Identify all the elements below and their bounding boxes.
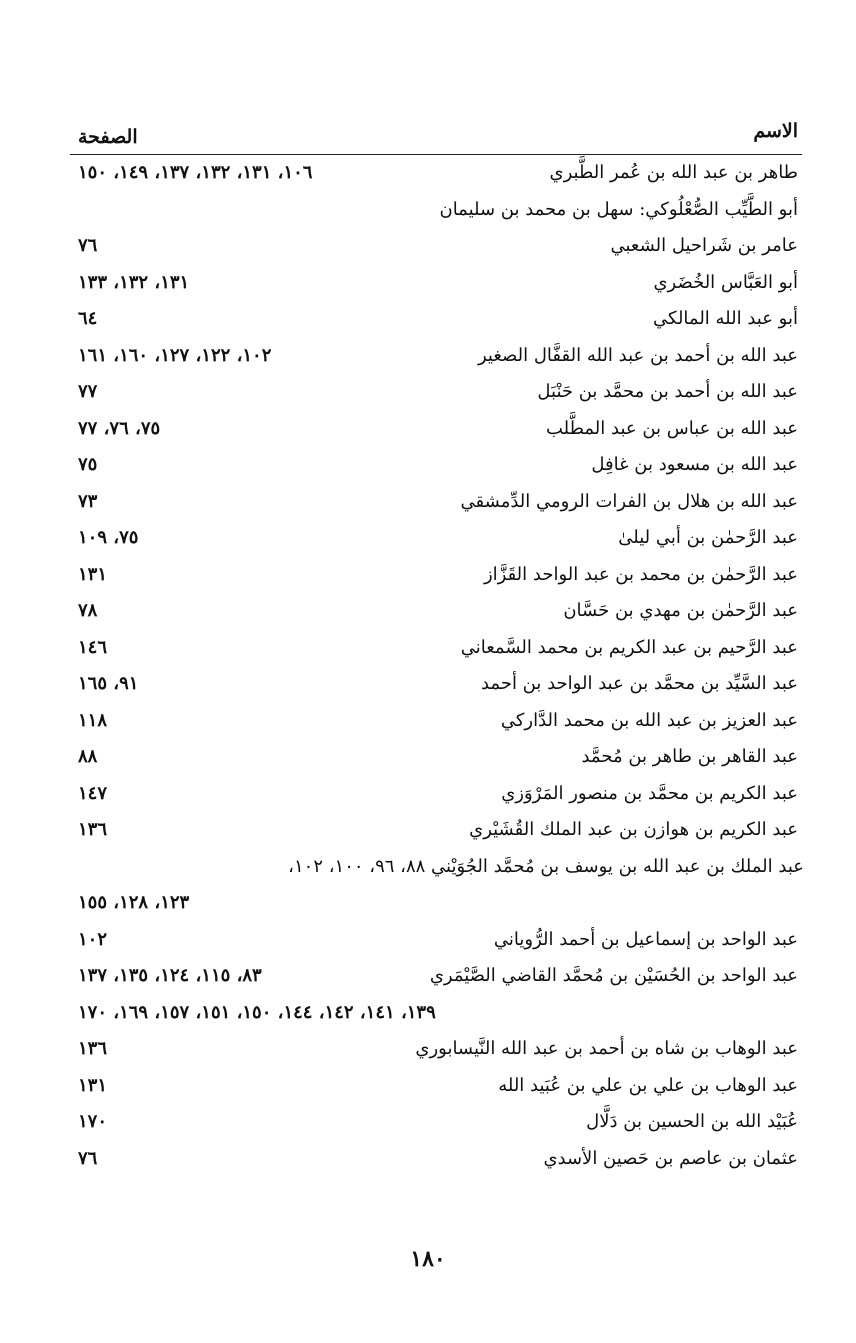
- entry-pages: ١٤٦: [78, 636, 108, 658]
- entry-name: عبد الله بن عباس بن عبد المطَّلب: [545, 417, 798, 439]
- index-entry: [70, 849, 802, 886]
- index-entry: [70, 484, 802, 521]
- entry-name: عبد الوهاب بن علي بن علي بن عُبَيد الله: [498, 1074, 798, 1096]
- index-entry: [70, 265, 802, 302]
- index-entry: [70, 1068, 802, 1105]
- entry-pages: ١٣٩، ١٤١، ١٤٢، ١٤٤، ١٥٠، ١٥١، ١٥٧، ١٦٩، ١٧٠: [78, 1001, 436, 1023]
- entry-name: عبد الملك بن عبد الله بن يوسف بن مُحمَّد الجُوَيْني ٨٨، ٩٦، ١٠٠، ١٠٢،: [288, 855, 804, 877]
- entry-pages: ٧٣: [78, 490, 98, 512]
- entry-pages: ٧٧: [78, 381, 98, 402]
- index-entry: [70, 1104, 802, 1141]
- entry-pages: ١٧٠: [78, 1111, 108, 1132]
- entry-name: عبد السَّيِّد بن محمَّد بن عبد الواحد بن أحمد: [480, 673, 798, 694]
- index-entry: [70, 520, 802, 557]
- entry-pages: ١٣٦: [78, 819, 108, 840]
- index-page: [70, 118, 802, 1177]
- entry-name: عبد الكريم بن محمَّد بن منصور المَرْوَزي: [501, 782, 798, 804]
- index-entry: [70, 593, 802, 630]
- entry-name: عثمان بن عاصم بن حَصين الأسدي: [543, 1147, 798, 1169]
- entry-name: عبد القاهر بن طاهر بن مُحمَّد: [581, 746, 798, 767]
- entry-pages: ١٢٣، ١٢٨، ١٥٥: [78, 892, 190, 913]
- index-entry: [70, 447, 802, 484]
- index-entry: [70, 922, 802, 959]
- entry-pages: ١٣١، ١٣٢، ١٣٣: [78, 271, 190, 293]
- entry-name: عبد الواحد بن إسماعيل بن أحمد الرُّوياني: [493, 928, 798, 950]
- entry-pages: ٨٨: [78, 746, 98, 767]
- index-entry: [70, 374, 802, 411]
- entry-pages: ١١٨: [78, 709, 108, 731]
- entry-pages: ١٠٦، ١٣١، ١٣٢، ١٣٧، ١٤٩، ١٥٠: [78, 162, 313, 183]
- index-entry: [70, 228, 802, 265]
- index-entry: [70, 557, 802, 594]
- entry-pages: ١٣١: [78, 1074, 108, 1096]
- page-number: ١٨٠: [410, 1246, 446, 1272]
- entry-name: عبد الرَّحمٰن بن مهدي بن حَسَّان: [563, 600, 798, 621]
- index-entry: [70, 1141, 802, 1178]
- entry-name: عبد الكريم بن هوازن بن عبد الملك القُشَيْري: [469, 819, 798, 840]
- index-entry: [70, 776, 802, 813]
- entry-name: عبد الواحد بن الحُسَيْن بن مُحمَّد القاضي الصَّيْمَري: [429, 965, 798, 986]
- entry-pages: ١٠٢: [78, 928, 108, 950]
- entry-name: أبو الطَّيِّب الصُّعْلُوكي: سهل بن محمد بن سليمان: [439, 198, 798, 220]
- index-entry: [70, 739, 802, 776]
- name-column-heading: الاسم: [753, 120, 798, 142]
- index-entry: [70, 1031, 802, 1068]
- entry-pages: ٩١، ١٦٥: [78, 673, 139, 694]
- entry-name: عُبَيْد الله بن الحسين بن دَلَّال: [586, 1111, 798, 1132]
- entry-pages: ٧٥: [78, 454, 98, 475]
- index-entry: [70, 958, 802, 995]
- entry-pages: ٧٥، ٧٦، ٧٧: [78, 417, 161, 439]
- index-entry: [70, 192, 802, 229]
- page-column-heading: الصفحة: [78, 126, 138, 148]
- entry-pages: ١٠٢، ١٢٢، ١٢٧، ١٦٠، ١٦١: [78, 344, 272, 366]
- entry-name: عبد الله بن أحمد بن محمَّد بن حَنْبَل: [537, 381, 798, 402]
- entry-pages: ٧٦: [78, 235, 98, 256]
- entry-name: عبد الرَّحمٰن بن أبي ليلىٰ: [618, 527, 798, 548]
- entry-pages: ٦٤: [78, 308, 98, 329]
- index-entry-continuation: [70, 885, 802, 922]
- entry-name: عبد الله بن أحمد بن عبد الله القفَّال الصغير: [477, 344, 798, 366]
- entry-name: عبد الله بن هلال بن الفرات الرومي الدِّمشقي: [460, 490, 798, 512]
- entry-name: عبد الرَّحمٰن بن محمد بن عبد الواحد القَزَّاز: [483, 563, 798, 585]
- entry-pages: ٧٦: [78, 1147, 98, 1169]
- entry-name: عامر بن شَراحيل الشعبي: [610, 235, 798, 256]
- entry-pages: ٨٣، ١١٥، ١٢٤، ١٣٥، ١٣٧: [78, 965, 262, 986]
- index-entry: [70, 411, 802, 448]
- entry-pages: ٧٨: [78, 600, 98, 621]
- index-entry: [70, 338, 802, 375]
- entry-name: عبد العزيز بن عبد الله بن محمد الدَّاركي: [500, 709, 798, 731]
- index-entry: [70, 155, 802, 192]
- entry-pages: ١٣١: [78, 563, 108, 585]
- index-entry: [70, 703, 802, 740]
- index-entry: [70, 301, 802, 338]
- entry-name: عبد الوهاب بن شاه بن أحمد بن عبد الله النَّيسابوري: [415, 1038, 798, 1059]
- entry-name: عبد الرَّحيم بن عبد الكريم بن محمد السَّمعاني: [460, 636, 798, 658]
- entry-pages: ١٣٦: [78, 1038, 108, 1059]
- entry-name: طاهر بن عبد الله بن عُمر الطَّبري: [549, 162, 798, 183]
- index-entry: [70, 630, 802, 667]
- index-entry: [70, 812, 802, 849]
- entry-pages: ٧٥، ١٠٩: [78, 527, 139, 548]
- entry-name: أبو العَبَّاس الخُضَري: [653, 271, 798, 293]
- index-entry-continuation: [70, 995, 802, 1032]
- index-entry: [70, 666, 802, 703]
- entry-pages: ١٤٧: [78, 782, 108, 804]
- entry-name: أبو عبد الله المالكي: [653, 308, 798, 329]
- index-entries: [70, 155, 802, 1177]
- index-header: [70, 118, 802, 155]
- entry-name: عبد الله بن مسعود بن غافِل: [591, 454, 798, 475]
